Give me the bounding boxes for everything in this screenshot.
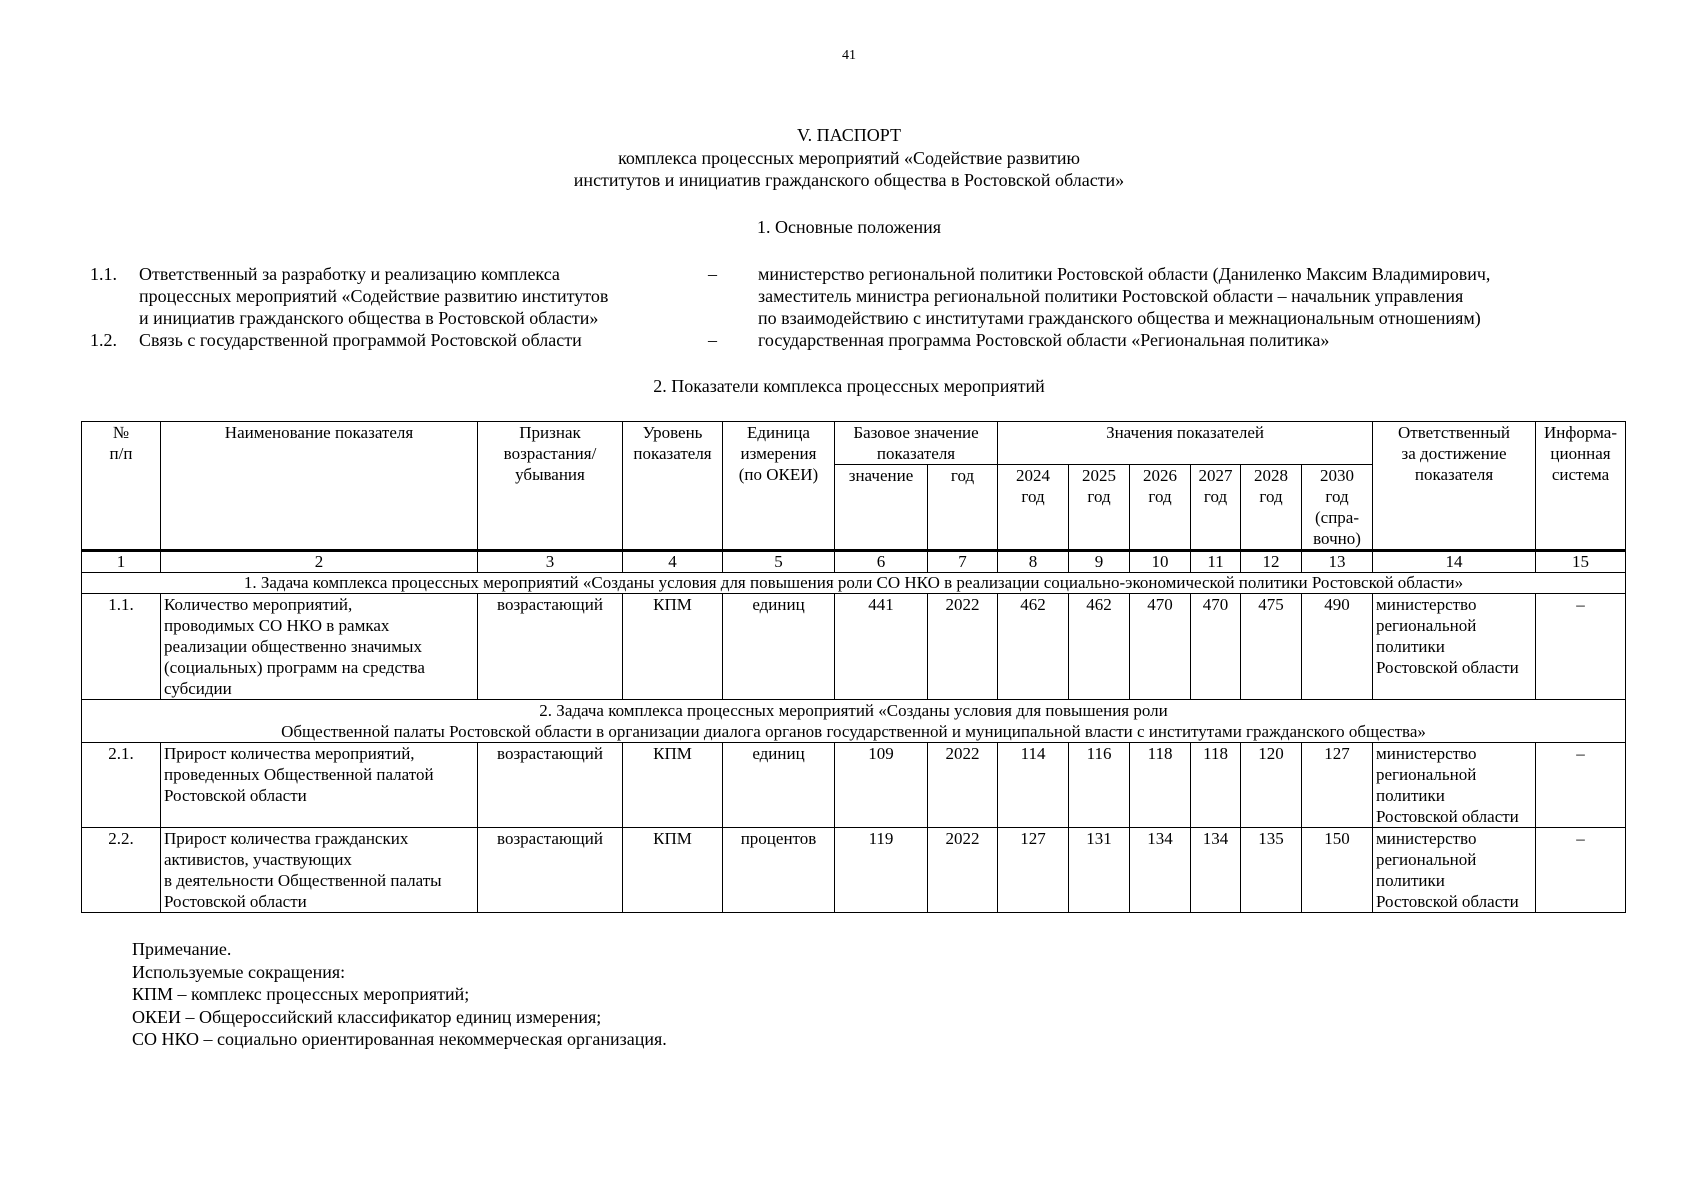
row-num: 2.1. xyxy=(82,743,161,828)
column-number: 15 xyxy=(1536,551,1626,573)
provision-value-line: министерство региональной политики Ростовской области (Даниленко Максим Владимирович, xyxy=(758,264,1491,284)
header-info-system: Информа- ционная система xyxy=(1536,422,1626,551)
task-1-text: 1. Задача комплекса процессных мероприятий «Созданы условия для повышения роли СО НКО в реализации социально-экономической политики Ростовской области» xyxy=(82,573,1626,594)
column-number: 14 xyxy=(1373,551,1536,573)
header-base-year: год xyxy=(928,465,998,551)
row-name: Количество мероприятий, проводимых СО НКО в рамках реализации общественно значимых (социальных) программ на средства субсидии xyxy=(161,594,478,700)
column-number: 1 xyxy=(82,551,161,573)
provision-value-line: заместитель министра региональной политики Ростовской области – начальник управления xyxy=(758,286,1464,306)
header-level: Уровень показателя xyxy=(623,422,723,551)
row-info-system: – xyxy=(1536,743,1626,828)
provision-text-line: Ответственный за разработку и реализацию комплекса xyxy=(139,264,560,284)
header-year-2030: 2030 год (спра- вочно) xyxy=(1302,465,1373,551)
row-num: 2.2. xyxy=(82,828,161,913)
header-year-2024: 2024 год xyxy=(998,465,1069,551)
row-value-2027: 118 xyxy=(1191,743,1241,828)
column-number: 13 xyxy=(1302,551,1373,573)
row-value-2027: 134 xyxy=(1191,828,1241,913)
row-base-year: 2022 xyxy=(928,594,998,700)
column-number: 12 xyxy=(1241,551,1302,573)
column-number: 7 xyxy=(928,551,998,573)
row-name: Прирост количества гражданских активистов, участвующих в деятельности Общественной палаты Ростовской области xyxy=(161,828,478,913)
column-numbers-row xyxy=(82,551,1626,573)
row-value-2030: 150 xyxy=(1302,828,1373,913)
row-value-2028: 135 xyxy=(1241,828,1302,913)
row-value-2028: 120 xyxy=(1241,743,1302,828)
section-2-title: 2. Показатели комплекса процессных мероприятий xyxy=(653,376,1045,396)
table-row xyxy=(82,594,1626,700)
column-number: 4 xyxy=(623,551,723,573)
row-base-value: 119 xyxy=(835,828,928,913)
header-sign: Признак возрастания/ убывания xyxy=(478,422,623,551)
column-number: 8 xyxy=(998,551,1069,573)
notes-block xyxy=(132,938,667,1051)
row-responsible: министерство региональной политики Ростовской области xyxy=(1373,743,1536,828)
column-number: 3 xyxy=(478,551,623,573)
row-level: КПМ xyxy=(623,828,723,913)
provision-value-line: по взаимодействию с институтами гражданского общества и межнациональным отношениям) xyxy=(758,308,1481,328)
row-info-system: – xyxy=(1536,828,1626,913)
row-value-2024: 462 xyxy=(998,594,1069,700)
row-sign: возрастающий xyxy=(478,594,623,700)
passport-title: V. ПАСПОРТ xyxy=(796,125,901,145)
row-level: КПМ xyxy=(623,594,723,700)
header-base: Базовое значение показателя xyxy=(835,422,998,465)
column-number: 5 xyxy=(723,551,835,573)
header-year-2027: 2027 год xyxy=(1191,465,1241,551)
row-sign: возрастающий xyxy=(478,743,623,828)
row-value-2027: 470 xyxy=(1191,594,1241,700)
passport-subtitle-line-1: комплекса процессных мероприятий «Содействие развитию xyxy=(618,148,1080,168)
row-base-year: 2022 xyxy=(928,743,998,828)
table-row xyxy=(82,828,1626,913)
task-1-row xyxy=(82,573,1626,594)
row-num: 1.1. xyxy=(82,594,161,700)
row-value-2025: 462 xyxy=(1069,594,1130,700)
row-value-2030: 490 xyxy=(1302,594,1373,700)
note-line: СО НКО – социально ориентированная некоммерческая организация. xyxy=(132,1029,667,1049)
note-line: ОКЕИ – Общероссийский классификатор единиц измерения; xyxy=(132,1006,602,1027)
task-2-text: 2. Задача комплекса процессных мероприятий «Созданы условия для повышения роли Общественной палаты Ростовской области в организации диалога органов государственной и муниципальной власти с институтами гражданского общества» xyxy=(82,700,1626,743)
header-name: Наименование показателя xyxy=(161,422,478,551)
row-base-value: 109 xyxy=(835,743,928,828)
provision-dash: – xyxy=(708,330,717,350)
row-sign: возрастающий xyxy=(478,828,623,913)
provision-number: 1.2. xyxy=(90,330,117,350)
passport-subtitle-line-2: институтов и инициатив гражданского общества в Ростовской области» xyxy=(573,170,1125,190)
table-header-row xyxy=(82,422,1626,465)
row-value-2026: 118 xyxy=(1130,743,1191,828)
provision-number: 1.1. xyxy=(90,264,117,284)
row-name: Прирост количества мероприятий, проведенных Общественной палатой Ростовской области xyxy=(161,743,478,828)
row-value-2026: 134 xyxy=(1130,828,1191,913)
column-number: 11 xyxy=(1191,551,1241,573)
note-line: Используемые сокращения: xyxy=(132,961,346,982)
row-unit: единиц xyxy=(723,743,835,828)
table-row xyxy=(82,743,1626,828)
column-number: 6 xyxy=(835,551,928,573)
note-line: Примечание. xyxy=(132,939,232,959)
row-base-year: 2022 xyxy=(928,828,998,913)
header-unit: Единица измерения (по ОКЕИ) xyxy=(723,422,835,551)
row-responsible: министерство региональной политики Ростовской области xyxy=(1373,828,1536,913)
column-number: 9 xyxy=(1069,551,1130,573)
row-info-system: – xyxy=(1536,594,1626,700)
header-year-2028: 2028 год xyxy=(1241,465,1302,551)
header-year-2025: 2025 год xyxy=(1069,465,1130,551)
row-value-2025: 116 xyxy=(1069,743,1130,828)
provision-text-line: Связь с государственной программой Ростовской области xyxy=(139,330,582,350)
row-value-2028: 475 xyxy=(1241,594,1302,700)
section-1-title: 1. Основные положения xyxy=(757,217,941,237)
column-number: 10 xyxy=(1130,551,1191,573)
provision-text-line: и инициатив гражданского общества в Ростовской области» xyxy=(139,308,599,328)
header-responsible: Ответственный за достижение показателя xyxy=(1373,422,1536,551)
provision-dash: – xyxy=(708,264,717,284)
indicators-table xyxy=(81,421,1626,913)
row-unit: процентов xyxy=(723,828,835,913)
row-base-value: 441 xyxy=(835,594,928,700)
task-2-row xyxy=(82,700,1626,743)
provision-value-line: государственная программа Ростовской области «Региональная политика» xyxy=(758,330,1330,350)
row-responsible: министерство региональной политики Ростовской области xyxy=(1373,594,1536,700)
row-value-2025: 131 xyxy=(1069,828,1130,913)
row-level: КПМ xyxy=(623,743,723,828)
row-value-2030: 127 xyxy=(1302,743,1373,828)
header-year-2026: 2026 год xyxy=(1130,465,1191,551)
provision-text-line: процессных мероприятий «Содействие развитию институтов xyxy=(139,286,609,306)
row-value-2024: 114 xyxy=(998,743,1069,828)
header-base-value: значение xyxy=(835,465,928,551)
note-line: КПМ – комплекс процессных мероприятий; xyxy=(132,984,470,1004)
header-values: Значения показателей xyxy=(998,422,1373,465)
row-unit: единиц xyxy=(723,594,835,700)
header-num: № п/п xyxy=(82,422,161,551)
row-value-2026: 470 xyxy=(1130,594,1191,700)
page-number: 41 xyxy=(842,48,856,63)
row-value-2024: 127 xyxy=(998,828,1069,913)
column-number: 2 xyxy=(161,551,478,573)
